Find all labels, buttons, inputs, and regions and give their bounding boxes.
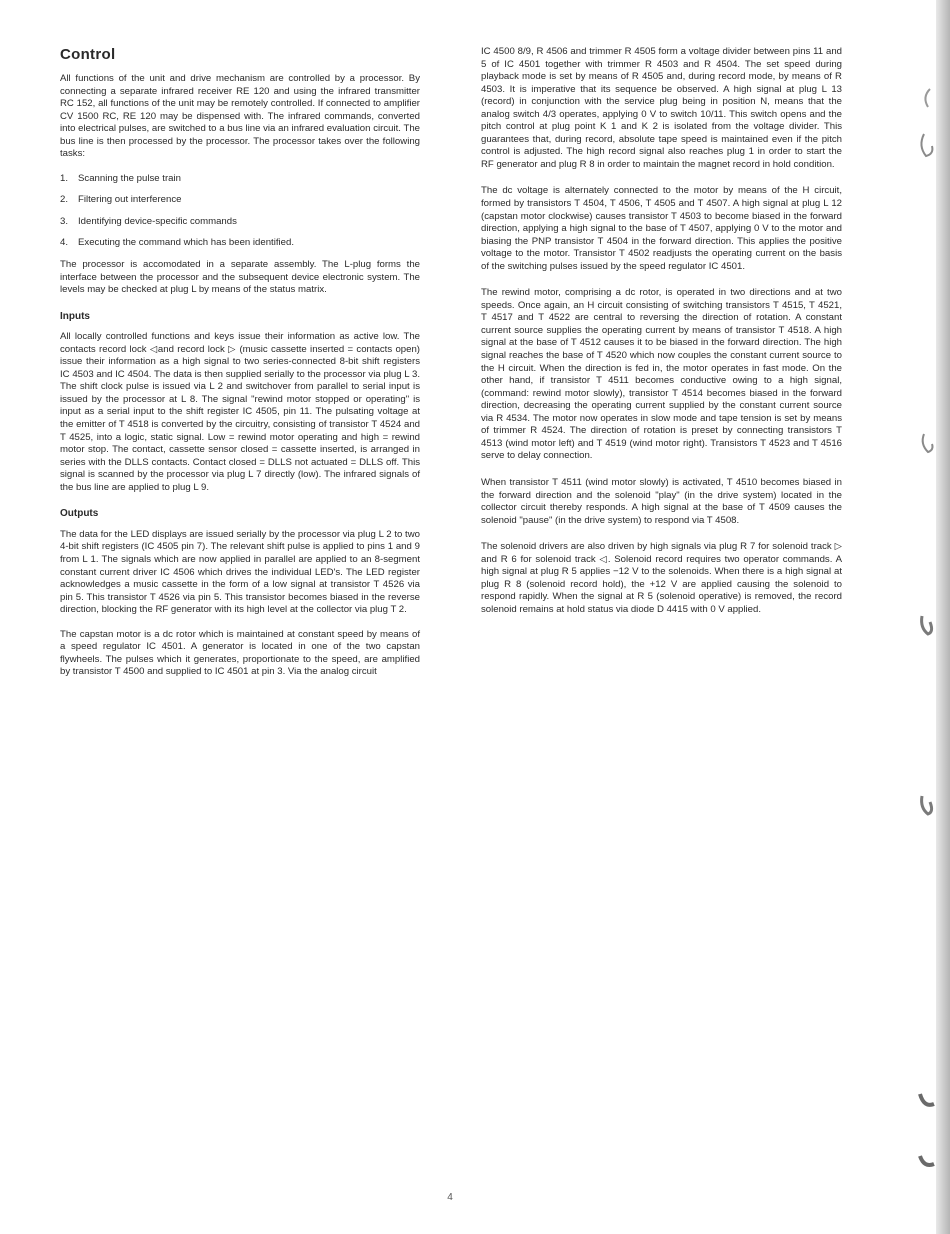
binder-hole-mark [916, 132, 936, 158]
binder-hole-mark [916, 1148, 936, 1174]
scanned-page-edge [936, 0, 950, 1234]
binder-hole-mark [916, 612, 936, 638]
task-text: Executing the command which has been identified. [78, 237, 294, 249]
task-number: 2. [60, 194, 69, 206]
outputs-heading: Outputs [60, 508, 99, 520]
task-number: 3. [60, 215, 69, 227]
solenoid-paragraph: The solenoid drivers are also driven by high signals via plug R 7 for solenoid track ▷ and R 6 for solenoid track ◁. Solenoid record requires two operator commands. A high signal at plug R 5 applies −12 V to the solenoids. When there is a high signal at plug R 8 (solenoid record hold), the +12 V are applied causing the solenoid to respond rapidly. When the signal at R 5 (solenoid operative) is removed, the record solenoid remains at hold status via diode D 4415 with 0 V applied. [481, 541, 842, 615]
task-list [60, 173, 420, 250]
wind-motor-paragraph: When transistor T 4511 (wind motor slowly) is activated, T 4510 becomes biased in the forward direction and the solenoid "play" (in the drive system) located in the collector circuit thereby responds. A high signal at the base of T 4509 causes the solenoid "pause" (in the drive system) to respond via T 4508. [481, 476, 842, 526]
processor-paragraph: The processor is accomodated in a separate assembly. The L-plug forms the interface between the processor and the subsequent device electronic system. The levels may be checked at plug L by means of the status matrix. [60, 259, 420, 296]
intro-paragraph: All functions of the unit and drive mechanism are controlled by a processor. By connecting a separate infrared receiver RE 120 and using the infrared transmitter RC 152, all functions of the unit may be remotely controlled. If connected to amplifier CV 1500 RC, RE 120 may be dispensed with. The infrared commands, converted into electrical pulses, are switched to a bus line via an infrared evaluation circuit. The bus line is then processed by the processor. The processor takes over the following tasks: [60, 73, 420, 160]
task-number: 1. [60, 172, 69, 184]
page-number: 4 [447, 1192, 453, 1203]
task-number: 4. [60, 237, 69, 249]
binder-hole-mark [916, 1086, 936, 1112]
right-column [481, 46, 842, 630]
binder-hole-mark [916, 430, 936, 456]
task-item [60, 194, 420, 207]
left-column [60, 46, 420, 691]
task-text: Filtering out interference [78, 194, 182, 206]
task-item [60, 216, 420, 229]
task-text: Scanning the pulse train [78, 172, 181, 184]
inputs-paragraph: All locally controlled functions and keys issue their information as active low. The contacts record lock ◁and record lock ▷ (music cassette inserted = contacts open) issue their information as a high signal to two series-connected 8-bit shift registers IC 4503 and IC 4504. The data is then supplied serially to the processor via plug L 3. The shift clock pulse is issued via L 2 and switchover from parallel to serial input is issued by the processor at L 8. The signal "rewind motor stopped or operating" is input as a serial input to the shift register IC 4505, pin 11. The pulsating voltage at the emitter of T 4518 is converted by the circuitry, consisting of transistor T 4524 and T 4525, into a logic, static signal. Low = rewind motor operating and high = rewind motor stop. The contact, cassette sensor closed = cassette inserted, is arranged in series with the DLLS contacts. Contact closed = DLLS not actuated = DLLS off. This signal is scanned by the processor via plug L 7 directly (low). The infrared signals of the bus line are applied to plug L 9. [60, 331, 420, 493]
section-title: Control [60, 46, 116, 63]
voltage-divider-paragraph: IC 4500 8/9, R 4506 and trimmer R 4505 form a voltage divider between pins 11 and 5 of IC 4501 together with trimmer R 4503 and R 4504. The set speed during playback mode is set by means of R 4505 and, during record mode, by means of R 4503. It is imperative that its sequence be observed. A high signal at plug L 13 (record) in conjunction with the service plug being in position N, means that the analog switch 4/3 operates, applying 0 V to switch 10/11. This switch opens and the pitch control at plug point K 1 and K 2 is isolated from the voltage divider. This guarantees that, during record, absolute tape speed is maintained even if the pitch control is adjusted. The high record signal also reaches plug 1 in order to start the RF generator and plug R 8 in order to maintain the magnet record in hold condition. [481, 46, 842, 170]
binder-hole-mark [916, 792, 936, 818]
task-text: Identifying device-specific commands [78, 215, 237, 227]
task-item [60, 173, 420, 186]
h-circuit-paragraph: The dc voltage is alternately connected to the motor by means of the H circuit, formed by transistors T 4504, T 4506, T 4505 and T 4507. A high signal at plug L 12 (capstan motor clockwise) causes transistor T 4503 to become biased in the forward direction, applying a high signal to the base of T 4507, applying 0 V to the motor and biasing the PNP transistor T 4504 in the forward direction. This applies the positive voltage to the motor. Transistor T 4502 readjusts the operating current on the basis of the switching pulses issued by the speed regulator IC 4501. [481, 185, 842, 272]
capstan-paragraph: The capstan motor is a dc rotor which is maintained at constant speed by means of a speed regulator IC 4501. A generator is located in one of the two capstan flywheels. The pulses which it generates, proportionate to the speed, are amplified by transistor T 4500 and supplied to IC 4501 at pin 3. Via the analog circuit [60, 628, 420, 678]
inputs-heading: Inputs [60, 310, 90, 322]
task-item [60, 237, 420, 250]
binder-hole-mark [916, 85, 936, 111]
outputs-paragraph: The data for the LED displays are issued serially by the processor via plug L 2 to two 4-bit shift registers (IC 4505 pin 7). The relevant shift pulse is applied to pins 1 and 9 from L 1. The signals which are now applied in parallel are applied to an 8-segment constant current driver IC 4506 which drives the individual LED's. The LED register acknowledges a music cassette in the form of a low signal at transistor T 4526 via pin 5. This transistor T 4526 via pin 5. This transistor becomes biased in the reverse direction, blocking the RF generator with its high level at the collector via plug T 2. [60, 528, 420, 616]
rewind-motor-paragraph: The rewind motor, comprising a dc rotor, is operated in two directions and at two speeds. Once again, an H circuit consisting of switching transistors T 4515, T 4521, T 4517 and T 4522 are central to reversing the direction of rotation. A constant current source supplies the operating current by means of transistor T 4518. A high signal at the base of T 4512 causes it to be biased in the forward direction. The high signal reaches the base of T 4520 which now couples the constant current source to the H circuit. When the direction is fed in, the motor operates in fast mode. On the other hand, if transistor T 4511 becomes conductive owing to a high signal, (command: rewind motor slowly), transistor T 4514 becomes biased in the forward direction, decreasing the operating current supplied by the constant current source via R 4534. The motor now operates in slow mode and tape tension is set by means of trimmer R 4524. The direction of rotation is preset by connecting transistors T 4513 (wind motor left) and T 4519 (wind motor right). Transistors T 4523 and T 4516 serve to delay connection. [481, 287, 842, 462]
